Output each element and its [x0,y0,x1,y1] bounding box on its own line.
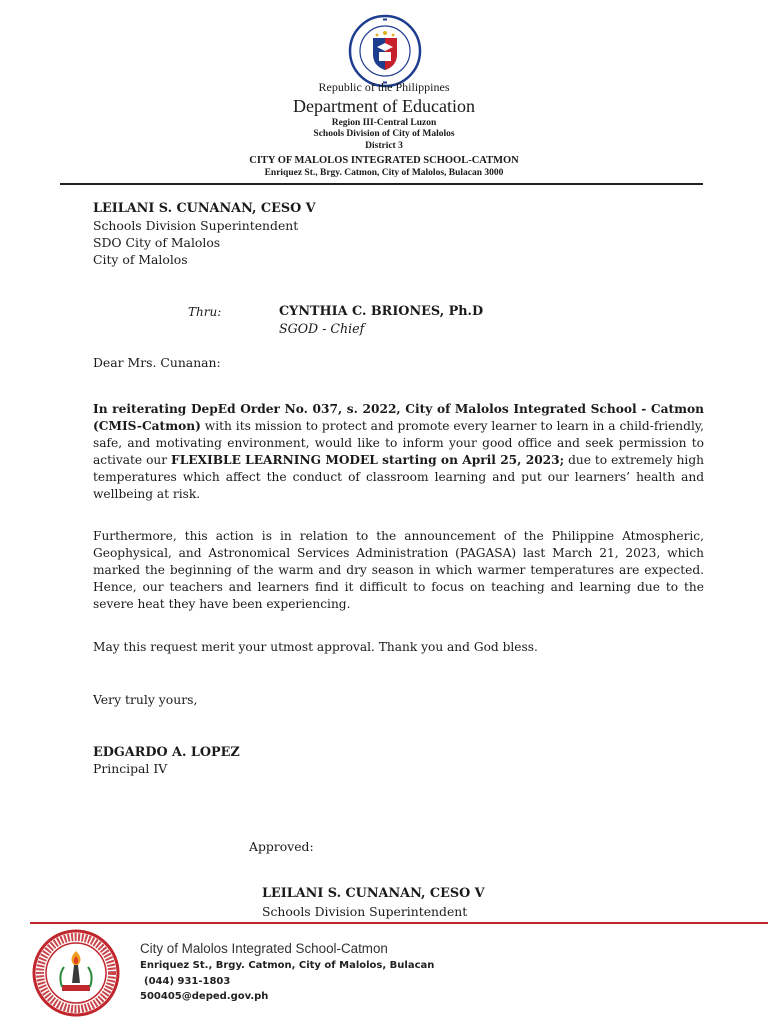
footer-phone: (044) 931-1803 [144,976,231,987]
thru-label: Thru: [188,305,222,319]
footer-address: Enriquez St., Brgy. Catmon, City of Malolos, Bulacan [140,960,435,971]
thru-position: SGOD - Chief [279,321,365,336]
footer-divider [30,922,768,924]
footer-school-name: City of Malolos Integrated School-Catmon [140,941,388,956]
header-department: Department of Education [293,96,475,116]
p1-bold-flexible: FLEXIBLE LEARNING MODEL starting on April 25, 2023; [171,452,565,467]
addressee-city: City of Malolos [93,252,188,267]
salutation: Dear Mrs. Cunanan: [93,355,221,370]
body-paragraph-2: Furthermore, this action is in relation to the announcement of the Philippine Atmospheric, Geophysical, and Astronomical Services Administration (PAGASA) last March 21, 2023, which marked the beginning of the warm and dry season in which warmer temperatures are expected. Hence, our teachers and learners find it difficult to focus on teaching and learning due to the severe heat they have been experiencing. [93,529,704,611]
addressee-title: Schools Division Superintendent [93,218,299,233]
signatory-name: EDGARDO A. LOPEZ [93,745,240,760]
body-paragraph-3: May this request merit your utmost approval. Thank you and God bless. [93,640,538,654]
header-division: Schools Division of City of Malolos [313,129,455,139]
addressee-name: LEILANI S. CUNANAN, CESO V [93,201,316,216]
header-divider [60,183,703,185]
header-address: Enriquez St., Brgy. Catmon, City of Malolos, Bulacan 3000 [264,168,504,178]
thru-name: CYNTHIA C. BRIONES, Ph.D [279,304,484,319]
p1-bold-lead: In reiterating DepEd Order No. 037, s. 2022, City of Malolos Integrated School - Catmon (CMIS-Catmon) [93,402,704,433]
approved-label: Approved: [249,839,314,854]
header-region: Region III-Central Luzon [331,118,437,128]
closing: Very truly yours, [93,692,198,707]
deped-seal-logo [348,14,422,88]
p1-text: with its mission to protect and promote every learner to learn in a child-friendly, safe, and motivating environment, would like to inform your good office and seek permission to activate our [93,418,704,467]
signatory-position: Principal IV [93,761,168,776]
school-logo [32,929,120,1017]
approver-position: Schools Division Superintendent [262,904,468,919]
header-republic: Republic of the Philippines [318,80,450,94]
header-district: District 3 [365,141,403,151]
p1-text-end: due to extremely high temperatures which affect the conduct of classroom learning and put our learners’ health and wellbeing at risk. [93,452,704,501]
approver-name: LEILANI S. CUNANAN, CESO V [262,886,485,901]
footer-email[interactable]: 500405@deped.gov.ph [140,991,269,1002]
header-school: CITY OF MALOLOS INTEGRATED SCHOOL-CATMON [249,155,519,166]
body-paragraph-1 [93,401,704,502]
addressee-office: SDO City of Malolos [93,235,221,250]
